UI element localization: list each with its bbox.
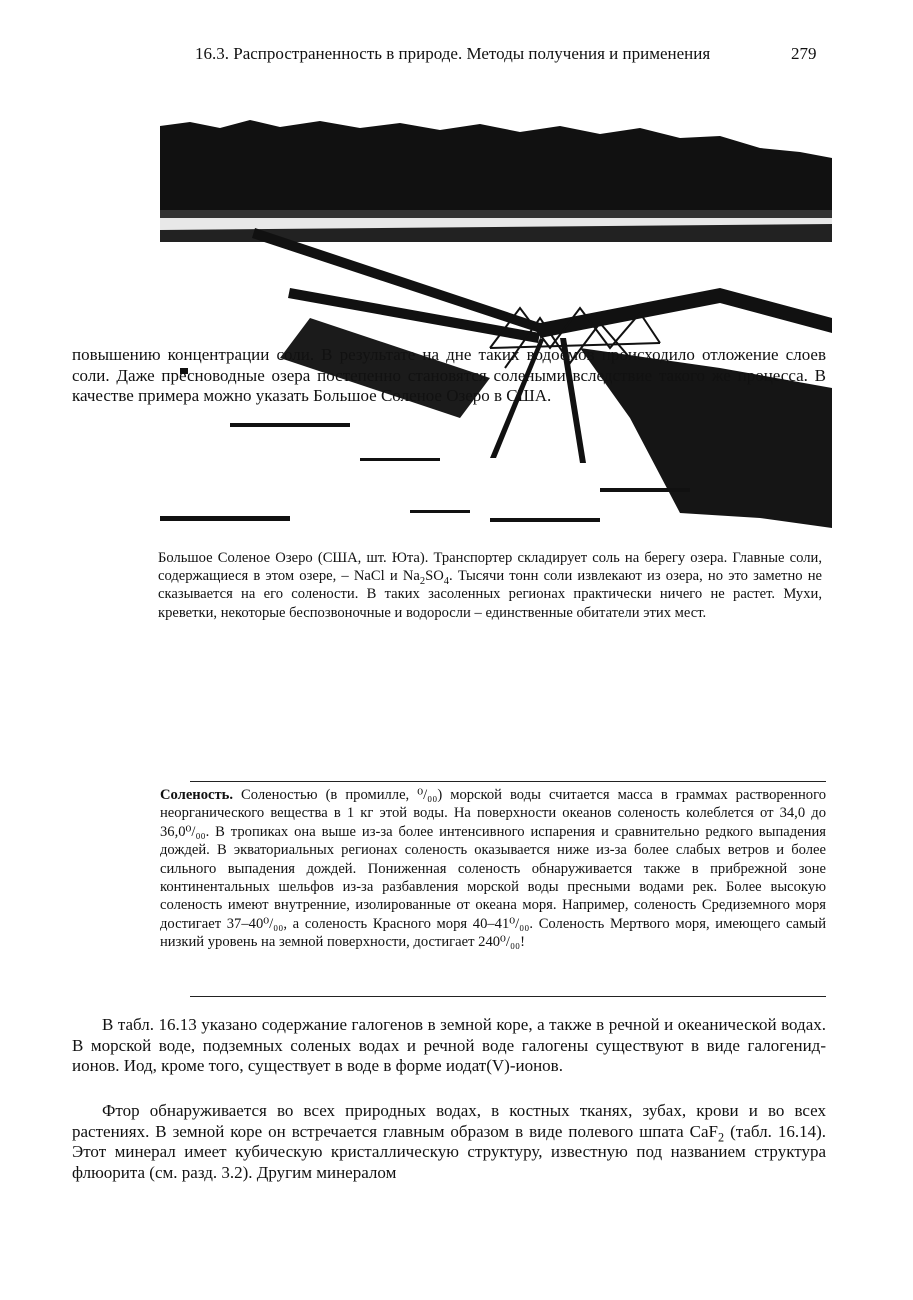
running-head-title: 16.3. Распространенность в природе. Методы получения и применения	[195, 44, 711, 63]
body-paragraph-1: повышению концентрации соли. В результате на дне таких водоемов происходило отложение слоев соли. Даже пресноводные озера постепенно становятся солеными вследствие такого же процесса. В качестве примера можно указать Большое Соленое Озеро в США.	[72, 345, 826, 405]
note-lead: Соленость.	[160, 787, 234, 803]
figure-caption: Большое Соленое Озеро (США, шт. Юта). Транспортер складирует соль на берегу озера. Главные соли, содержащиеся в этом озере, – NaCl и $Na_2SO_4$. Тысячи тонн соли извлекают из озера, но это заметно не сказывается на его солености. В таких засоленных регионах практически ничего не растет. Мухи, креветки, некоторые беспозвоночные и водоросли – единственные обитатели этих мест.	[158, 550, 822, 621]
page-number: 279	[791, 44, 817, 63]
salinity-note: Соленость. Соленостью (в промилле, ⁰/₀₀) морской воды считается масса в граммах растворенного неорганического вещества в 1 кг этой воды. На поверхности океанов соленость колеблется от 34,0 до 36,0⁰/₀₀. В тропиках она выше из-за более интенсивного испарения и сравнительно редкого выпадения дождей. В экваториальных регионах соленость оказывается ниже из-за более слабых ветров и более сильного выпадения дождей. Пониженная соленость обнаруживается также в прибрежной зоне континентальных шельфов из-за разбавления морской воды пресными водами рек. Более высокую соленость имеют внутренние, изолированные от океана моря. Например, соленость Средиземного моря достигает 37–40⁰/₀₀, а соленость Красного моря 40–41⁰/₀₀. Соленость Мертвого моря, имеющего самый низкий уровень на земной поверхности, достигает 240⁰/₀₀!	[160, 787, 827, 951]
body-paragraph-3: Фтор обнаруживается во всех природных водах, в костных тканях, зубах, крови и во всех растениях. В земной коре он встречается главным образом в виде полевого шпата CaF$_2$ (табл. 16.14). Этот минерал имеет кубическую кристаллическую структуру, известную под названием структура флюорита (см. разд. 3.2). Другим минералом	[72, 1101, 826, 1182]
figure-photo	[160, 118, 832, 533]
note-bottom-rule	[190, 996, 826, 997]
salt-conveyor-photo-icon	[160, 118, 832, 533]
note-top-rule	[190, 781, 826, 782]
body-paragraph-2: В табл. 16.13 указано содержание галогенов в земной коре, а также в речной и океанической водах. В морской воде, подземных соленых водах и речной воде галогены существуют в виде галогенид-ионов. Иод, кроме того, существует в воде в форме иодат(V)-ионов.	[72, 1015, 826, 1075]
